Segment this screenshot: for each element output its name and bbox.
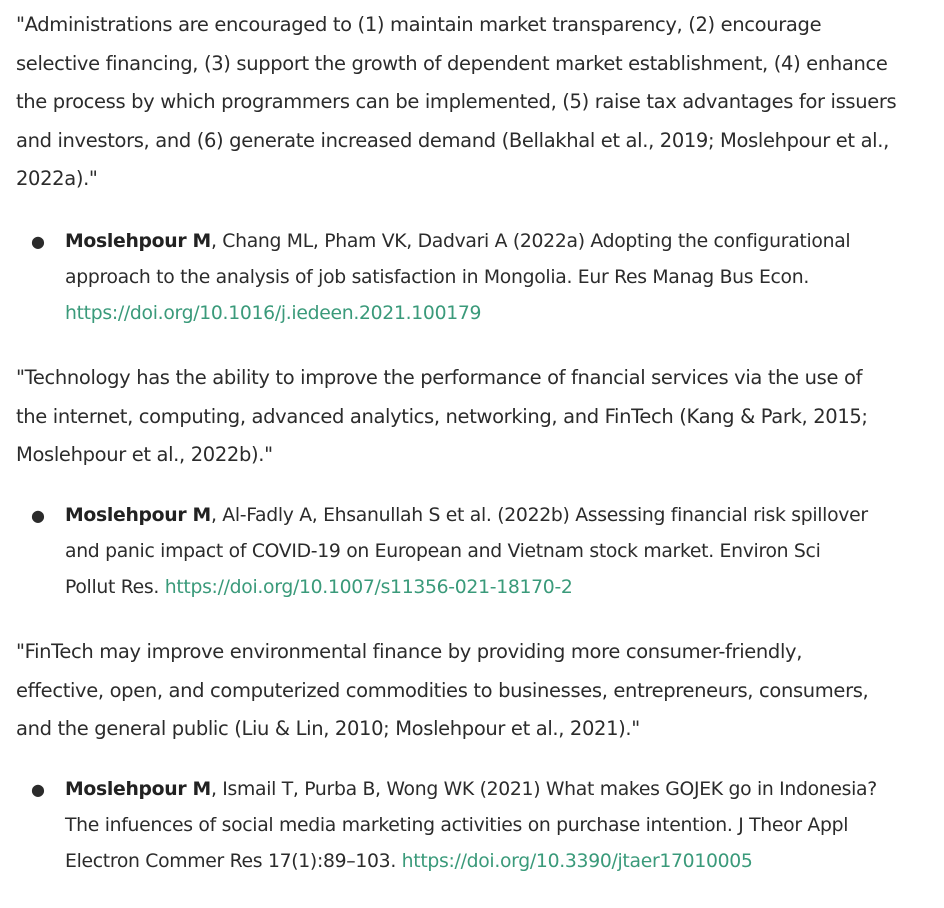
bullet-icon: ● bbox=[31, 232, 45, 251]
doi-link[interactable]: https://doi.org/10.3390/jtaer17010005 bbox=[401, 850, 753, 872]
reference-author: Moslehpour M bbox=[65, 231, 211, 252]
reference-citation-text: , Al-Fadly A, Ehsanullah S et al. (2022b) Assessing financial risk spillover and panic impact of COVID-19 on European and Vietnam stock market. Environ Sci Pollut Res. bbox=[65, 505, 868, 598]
reference-citation-text: , Ismail T, Purba B, Wong WK (2021) What makes GOJEK go in Indonesia? The infuences of social media marketing activities on purchase intention. J Theor Appl Electron Commer Res 17(1):89–103. bbox=[65, 779, 877, 872]
quote-paragraph-1: "Administrations are encouraged to (1) maintain market transparency, (2) encourage selective financing, (3) support the growth of dependent market establishment, (4) enhance the process by which programmers can be implemented, (5) raise tax advantages for issuers and investors, and (6) generate increased demand (Bellakhal et al., 2019; Moslehpour et al., 2022a)." bbox=[16, 13, 897, 191]
reference-author: Moslehpour M bbox=[65, 505, 211, 526]
reference-author: Moslehpour M bbox=[65, 779, 211, 800]
reference-list-3 bbox=[16, 772, 936, 879]
doi-link[interactable]: https://doi.org/10.1007/s11356-021-18170-2 bbox=[164, 576, 573, 598]
reference-list-2 bbox=[16, 498, 936, 605]
bullet-icon: ● bbox=[31, 506, 45, 525]
reference-item-1 bbox=[16, 224, 936, 331]
reference-citation-text: , Chang ML, Pham VK, Dadvari A (2022a) Adopting the configurational approach to the analysis of job satisfaction in Mongolia. Eur Res Manag Bus Econ. bbox=[65, 231, 851, 288]
bullet-icon: ● bbox=[31, 780, 45, 799]
doi-link[interactable]: https://doi.org/10.1016/j.iedeen.2021.100179 bbox=[65, 302, 482, 324]
reference-item-3 bbox=[16, 772, 936, 879]
quote-paragraph-2: "Technology has the ability to improve the performance of fnancial services via the use of the internet, computing, advanced analytics, networking, and FinTech (Kang & Park, 2015; Moslehpour et al., 2022b)." bbox=[16, 366, 868, 467]
reference-item-2 bbox=[16, 498, 936, 605]
quote-paragraph-3: "FinTech may improve environmental finance by providing more consumer-friendly, effective, open, and computerized commodities to businesses, entrepreneurs, consumers, and the general public (Liu & Lin, 2010; Moslehpour et al., 2021)." bbox=[16, 640, 869, 741]
reference-list-1 bbox=[16, 224, 936, 331]
